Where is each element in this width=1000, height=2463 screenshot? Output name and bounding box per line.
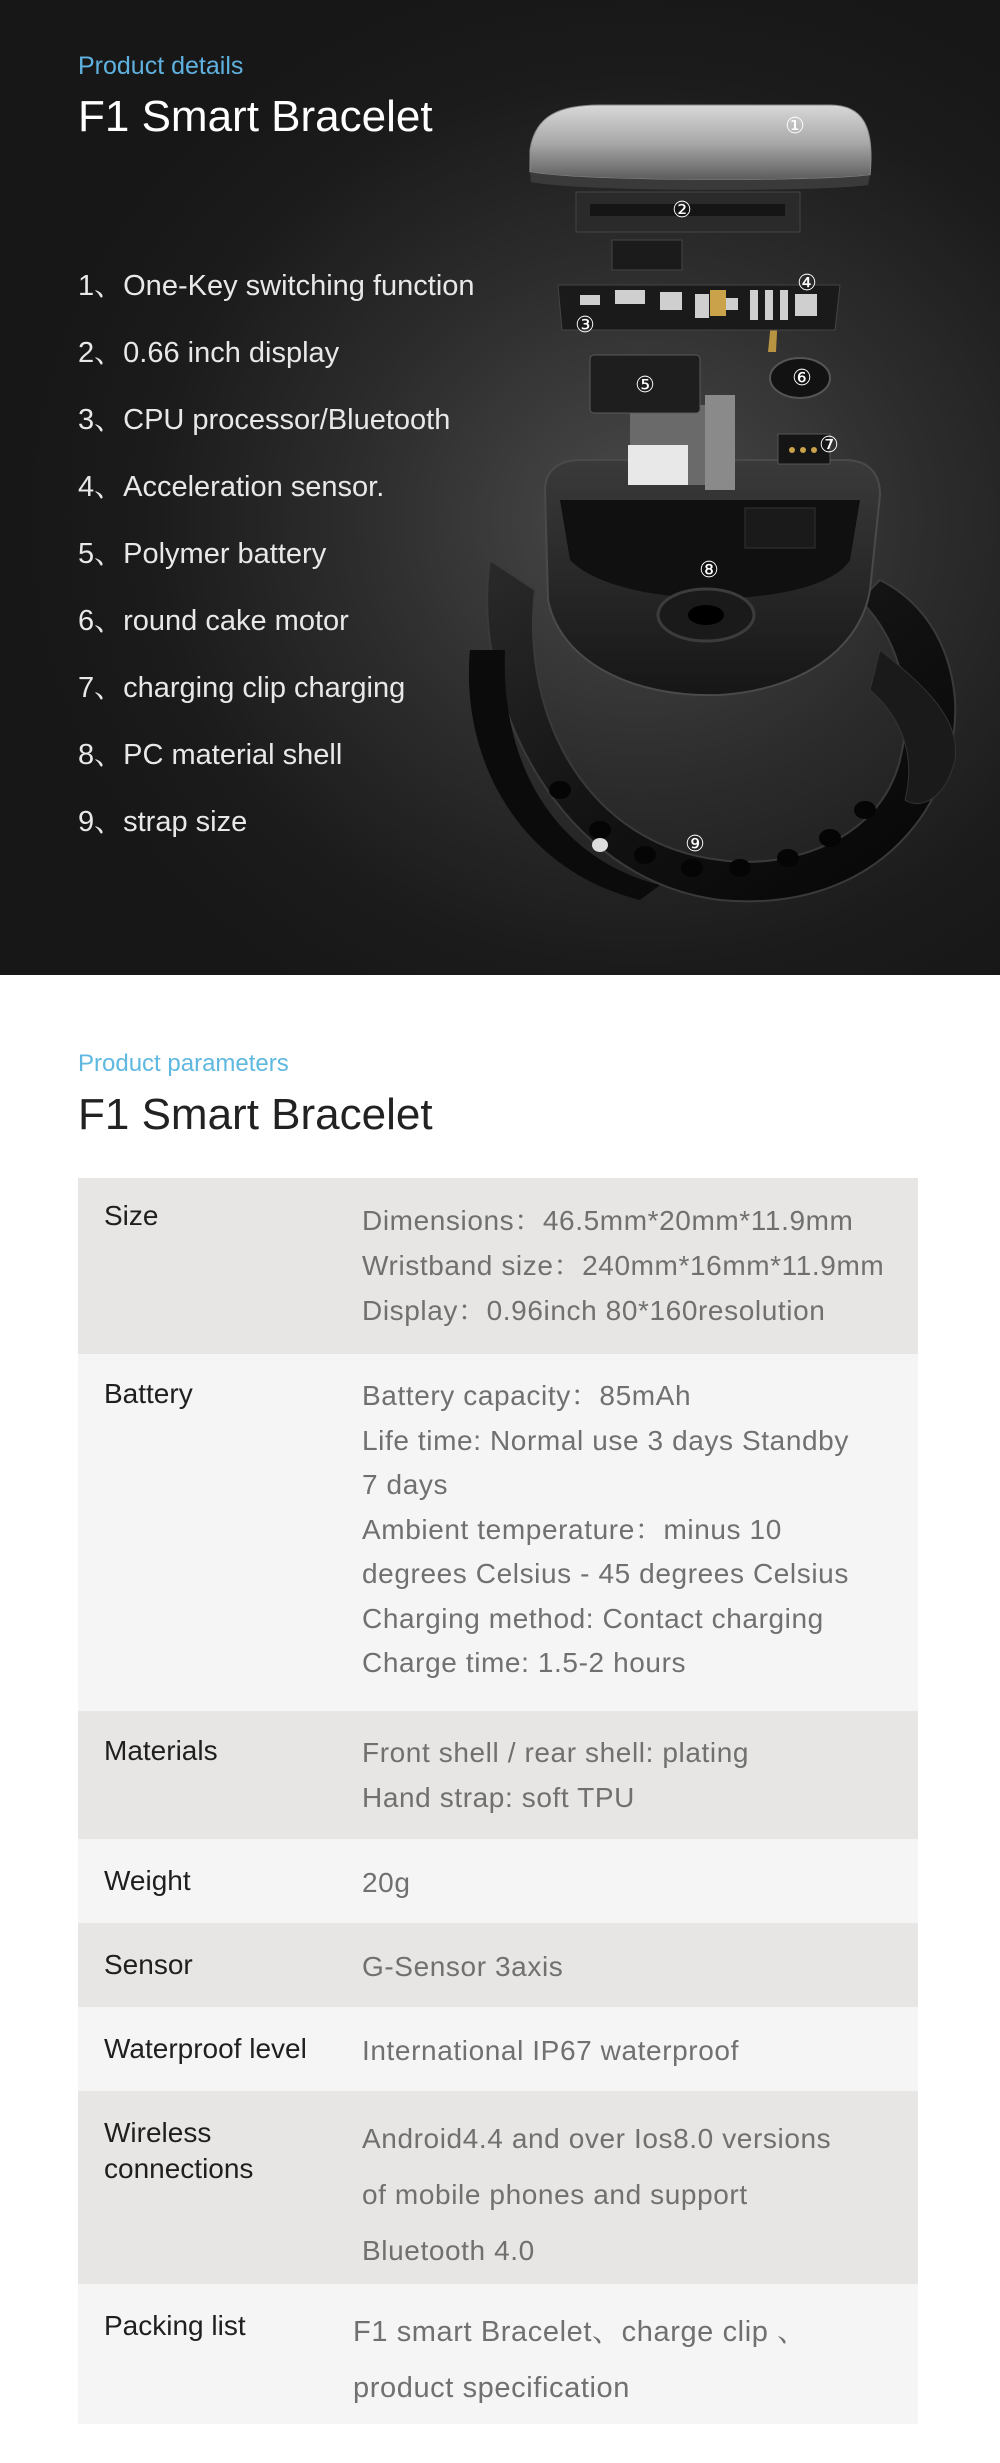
table-row — [78, 1178, 918, 1354]
spec-name: Weight — [104, 1865, 191, 1896]
spec-value: 20g — [362, 1867, 411, 1898]
spec-value: International IP67 waterproof — [362, 2035, 739, 2066]
feature-item: 5、Polymer battery — [78, 538, 327, 570]
product-details-section — [0, 0, 1000, 975]
table-row — [78, 2284, 918, 2424]
table-row — [78, 1923, 918, 2007]
table-row — [78, 1711, 918, 1839]
spec-value: Dimensions：46.5mm*20mm*11.9mm Wristband size：240mm*16mm*11.9mm Display：0.96inch 80*160resolution — [362, 1205, 885, 1326]
callout-label: ⑨ — [685, 832, 705, 857]
bracelet-exploded-view — [440, 90, 1000, 920]
callout-label: ⑥ — [792, 366, 812, 391]
details-eyebrow: Product details — [78, 52, 244, 80]
spec-value: F1 smart Bracelet、charge clip 、 product specification — [353, 2316, 807, 2404]
callout-label: ⑧ — [699, 558, 719, 583]
params-title: F1 Smart Bracelet — [78, 1090, 433, 1139]
spec-name: Battery — [104, 1378, 193, 1409]
callout-label: ⑤ — [635, 373, 655, 398]
table-row — [78, 2091, 918, 2284]
spec-name: Waterproof level — [104, 2033, 307, 2064]
details-title: F1 Smart Bracelet — [78, 92, 433, 141]
feature-item: 6、round cake motor — [78, 605, 349, 637]
callout-label: ② — [672, 198, 692, 223]
spec-name: Wireless connections — [104, 2117, 254, 2184]
spec-value: Android4.4 and over Ios8.0 versions of mobile phones and support Bluetooth 4.0 — [362, 2123, 832, 2266]
callout-label: ④ — [797, 271, 817, 296]
feature-item: 2、0.66 inch display — [78, 337, 340, 369]
feature-item: 3、CPU processor/Bluetooth — [78, 404, 451, 436]
callout-label: ① — [785, 114, 805, 139]
feature-item: 7、charging clip charging — [78, 672, 406, 704]
feature-item: 8、PC material shell — [78, 739, 343, 771]
feature-item: 9、strap size — [78, 806, 248, 838]
feature-item: 1、One-Key switching function — [78, 270, 475, 302]
spec-value: Front shell / rear shell: plating Hand strap: soft TPU — [362, 1737, 750, 1813]
spec-name: Materials — [104, 1735, 218, 1766]
feature-list — [78, 266, 475, 869]
spec-name: Sensor — [104, 1949, 193, 1980]
callout-label: ⑦ — [819, 433, 839, 458]
spec-name: Packing list — [104, 2310, 246, 2341]
table-row — [78, 1354, 918, 1711]
spec-name: Size — [104, 1200, 159, 1231]
spec-value: G-Sensor 3axis — [362, 1951, 564, 1982]
spec-value: Battery capacity：85mAh Life time: Normal use 3 days Standby 7 days Ambient temperature：minus 10 degrees Celsius - 45 degrees Celsius Charging method: Contact charging Charge time: 1.5-2 hours — [362, 1380, 849, 1678]
table-row — [78, 2007, 918, 2091]
feature-item: 4、Acceleration sensor. — [78, 471, 385, 503]
callout-label: ③ — [575, 313, 595, 338]
params-eyebrow: Product parameters — [78, 1050, 289, 1077]
table-row — [78, 1839, 918, 1923]
